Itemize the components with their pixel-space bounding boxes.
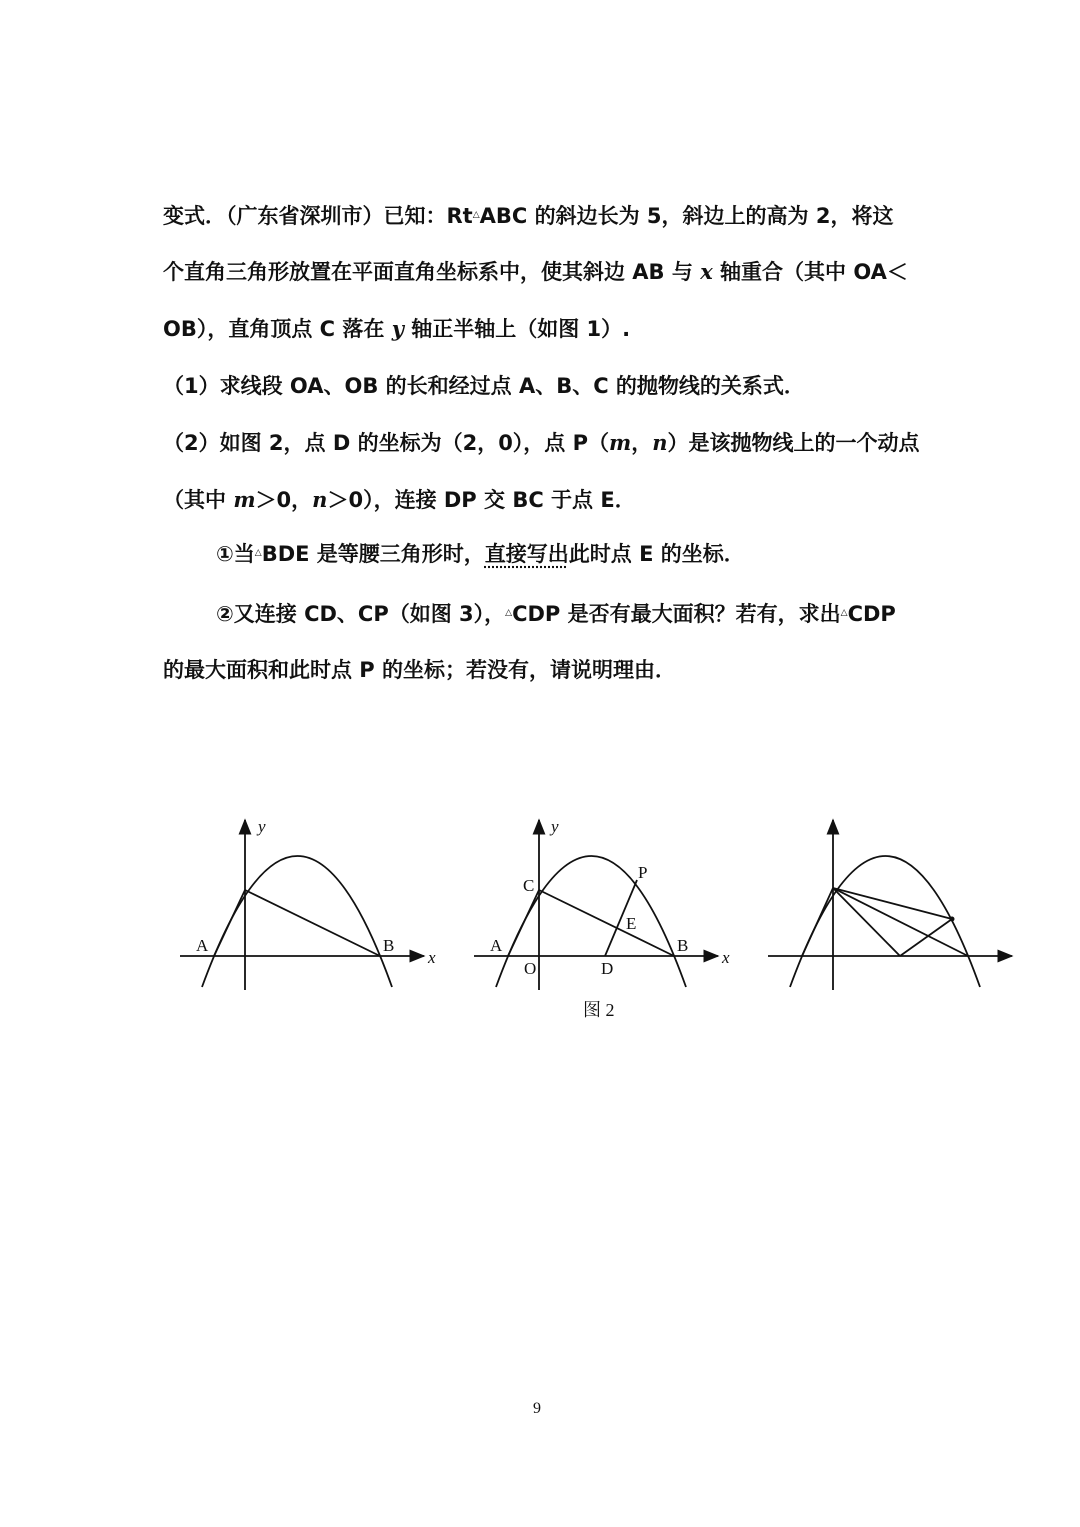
- fig2-point-b: B: [677, 936, 689, 955]
- fig2-y-label: y: [551, 817, 559, 836]
- problem-line-1: 变式．（广东省深圳市）已知：Rt△ABC 的斜边长为 5，斜边上的高为 2，将这: [163, 204, 894, 228]
- problem-line-2: 个直角三角形放置在平面直角坐标系中，使其斜边 AB 与 x 轴重合（其中 OA＜: [163, 259, 908, 284]
- question-1: （1）求线段 OA、OB 的长和经过点 A、B、C 的抛物线的关系式．: [163, 374, 805, 398]
- question-2-line-2: （其中 m＞0，n＞0），连接 DP 交 BC 于点 E．: [163, 487, 636, 512]
- fig1-point-b: B: [383, 936, 395, 955]
- fig2-point-a: A: [490, 936, 503, 955]
- fig2-x-label: x: [722, 948, 730, 967]
- emphasis-text: 直接写出: [484, 542, 569, 566]
- fig2-point-c: C: [523, 876, 535, 895]
- segment-cd: [833, 888, 900, 956]
- sub-question-2-line-2: 的最大面积和此时点 P 的坐标；若没有，请说明理由．: [163, 658, 677, 682]
- segment-cb: [539, 890, 674, 956]
- problem-line-3: OB），直角顶点 C 落在 y 轴正半轴上（如图 1）.: [163, 316, 631, 341]
- segment-ac: [214, 890, 245, 956]
- fig2-point-e: E: [626, 914, 637, 933]
- segment-cp: [833, 888, 952, 919]
- page-number: 9: [533, 1400, 541, 1417]
- fig1-x-label: x: [428, 948, 436, 967]
- fig1-point-a: A: [196, 936, 209, 955]
- point-p-dot: [950, 917, 955, 922]
- sub-question-1: ①当△BDE 是等腰三角形时，直接写出此时点 E 的坐标．: [216, 542, 745, 566]
- figure-1: [180, 820, 424, 990]
- segment-cb: [245, 890, 380, 956]
- triangle-symbol: △: [472, 210, 480, 220]
- figure-caption: 图 2: [583, 1000, 615, 1020]
- sub-question-2-line-1: ②又连接 CD、CP（如图 3），△CDP 是否有最大面积？若有，求出△CDP: [216, 602, 896, 626]
- fig2-point-o: O: [524, 959, 537, 978]
- question-2-line-1: （2）如图 2，点 D 的坐标为（2，0），点 P（m，n）是该抛物线上的一个动点: [163, 430, 920, 455]
- fig1-y-label: y: [258, 817, 266, 836]
- figure-3: [768, 820, 1012, 990]
- fig2-point-p: P: [638, 863, 648, 882]
- figure-2: [474, 820, 718, 990]
- segment-ac: [802, 888, 833, 956]
- segment-ac: [508, 890, 539, 956]
- segment-dp: [900, 919, 952, 956]
- fig2-point-d: D: [601, 959, 614, 978]
